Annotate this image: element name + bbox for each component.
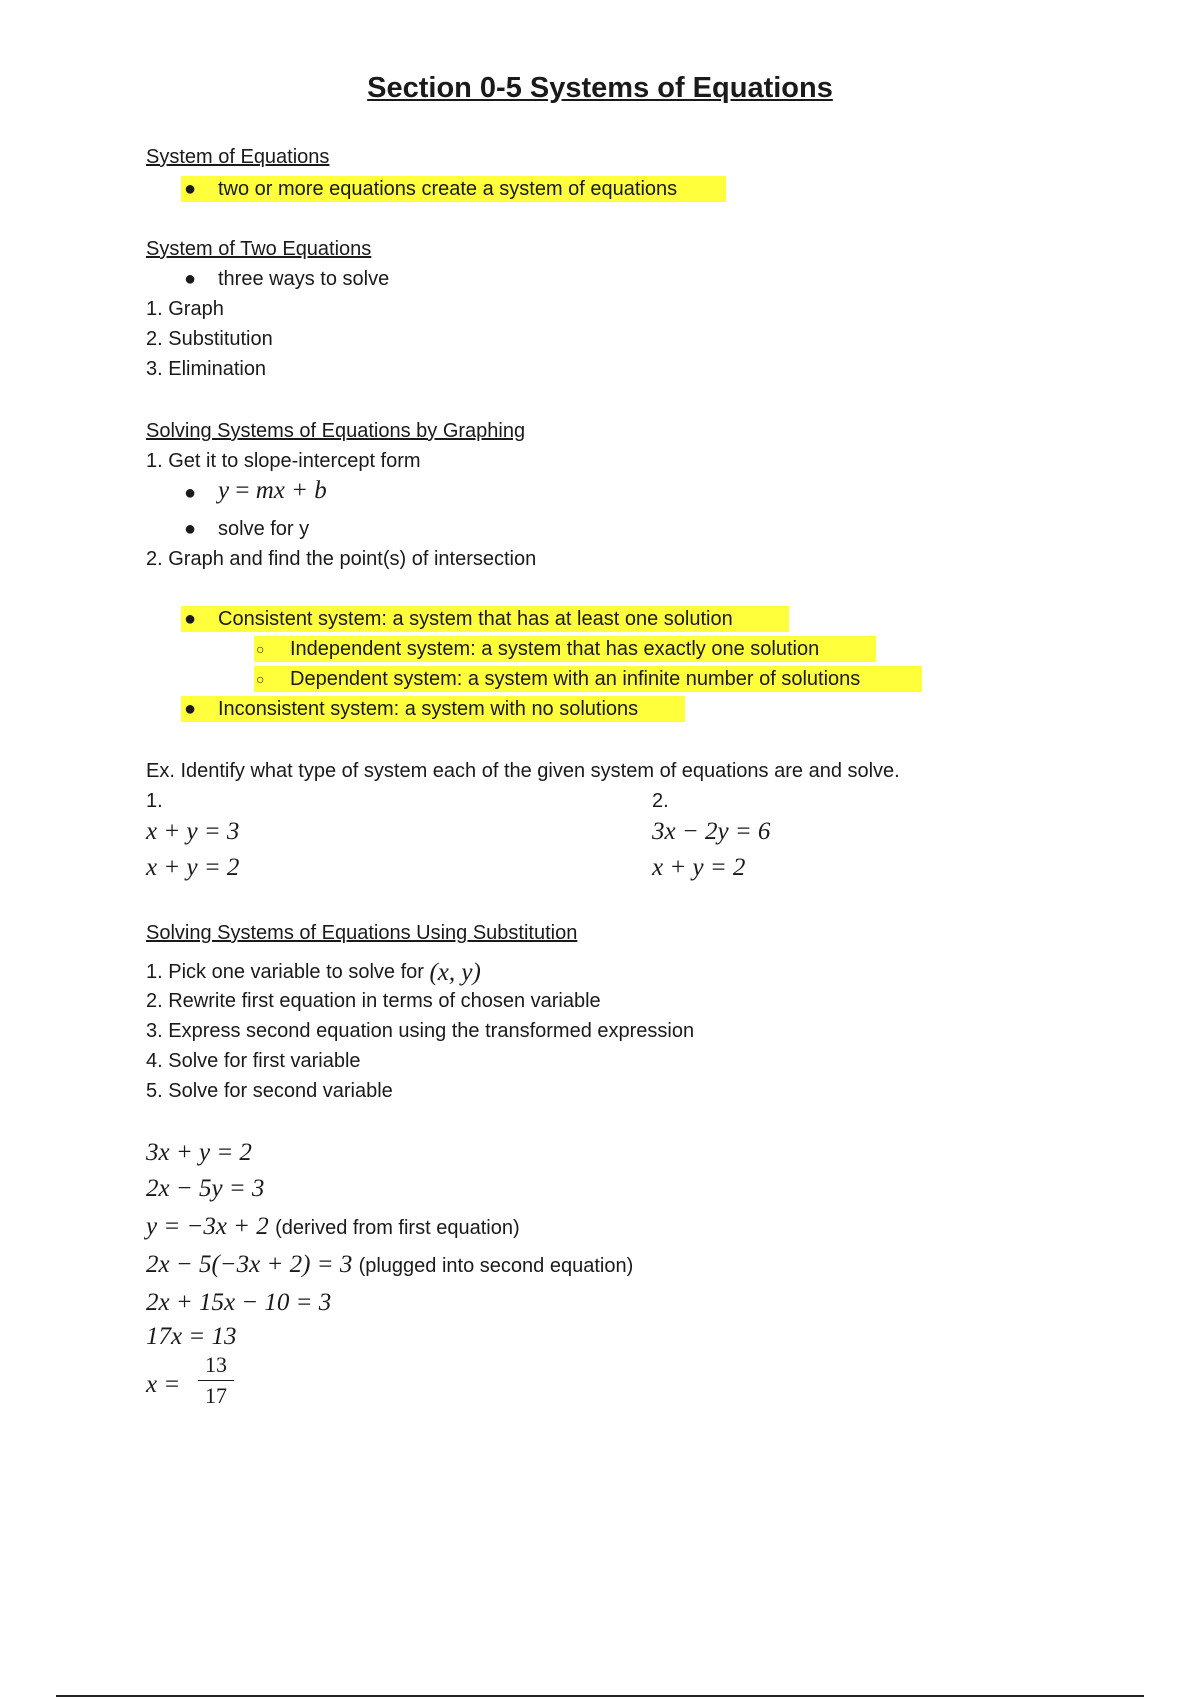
work-line: 2x + 15x − 10 = 3 <box>146 1289 332 1316</box>
definition-inconsistent: Inconsistent system: a system with no solutions <box>218 698 639 720</box>
list-item: 2. Graph and find the point(s) of intersection <box>146 548 537 570</box>
bullet-icon: ● <box>184 518 197 540</box>
fraction <box>198 1350 234 1411</box>
list-item: 1. Graph <box>146 298 224 320</box>
list-item: 2. Substitution <box>146 328 273 350</box>
work-line: 2x − 5(−3x + 2) = 3 (plugged into second equation) <box>146 1251 634 1278</box>
bullet-icon: ● <box>184 482 197 504</box>
bullet-icon: ● <box>184 178 197 200</box>
section-heading-substitution: Solving Systems of Equations Using Substitution <box>146 922 578 944</box>
list-item: 3. Elimination <box>146 358 267 380</box>
problem-number: 1. <box>146 790 163 812</box>
list-item: 3. Express second equation using the transformed expression <box>146 1020 695 1042</box>
list-item: 1. Get it to slope-intercept form <box>146 450 421 472</box>
hollow-bullet-icon: ○ <box>256 641 265 657</box>
problem-number: 2. <box>652 790 669 812</box>
work-line: x = <box>146 1371 181 1398</box>
list-item: 1. Pick one variable to solve for (x, y) <box>146 959 481 986</box>
page-title: Section 0-5 Systems of Equations <box>367 72 833 104</box>
work-note: (plugged into second equation) <box>358 1255 634 1277</box>
list-item: three ways to solve <box>218 268 390 290</box>
bullet-icon: ● <box>184 698 197 720</box>
work-line: 3x + y = 2 <box>146 1139 252 1166</box>
work-line: 2x − 5y = 3 <box>146 1175 265 1202</box>
definition-consistent: Consistent system: a system that has at least one solution <box>218 608 733 630</box>
equation: 3x − 2y = 6 <box>652 818 771 845</box>
section-heading-two-equations: System of Two Equations <box>146 238 372 260</box>
work-line: 17x = 13 <box>146 1323 237 1350</box>
list-item: 5. Solve for second variable <box>146 1080 393 1102</box>
definition-independent: Independent system: a system that has exactly one solution <box>290 638 820 660</box>
fraction-numerator: 13 <box>198 1350 234 1381</box>
definition-dependent: Dependent system: a system with an infinite number of solutions <box>290 668 861 690</box>
list-item: 2. Rewrite first equation in terms of chosen variable <box>146 990 601 1012</box>
work-note: (derived from first equation) <box>275 1217 520 1239</box>
section-heading-system-of-equations: System of Equations <box>146 146 330 168</box>
bullet-icon: ● <box>184 608 197 630</box>
equation: x + y = 3 <box>146 818 240 845</box>
equation: x + y = 2 <box>652 854 746 881</box>
section-heading-graphing: Solving Systems of Equations by Graphing <box>146 420 526 442</box>
page-bottom-rule <box>56 1695 1144 1697</box>
hollow-bullet-icon: ○ <box>256 671 265 687</box>
equation: x + y = 2 <box>146 854 240 881</box>
bullet-icon: ● <box>184 268 197 290</box>
example-prompt: Ex. Identify what type of system each of the given system of equations are and solve. <box>146 760 900 782</box>
list-item: solve for y <box>218 518 310 540</box>
variable-pair: (x, y) <box>429 959 481 986</box>
list-item: 4. Solve for first variable <box>146 1050 361 1072</box>
definition-system-of-equations: two or more equations create a system of equations <box>218 178 678 200</box>
work-line: y = −3x + 2 (derived from first equation) <box>146 1213 520 1240</box>
fraction-denominator: 17 <box>205 1383 227 1408</box>
slope-intercept-equation: y = mx + b <box>218 477 327 504</box>
